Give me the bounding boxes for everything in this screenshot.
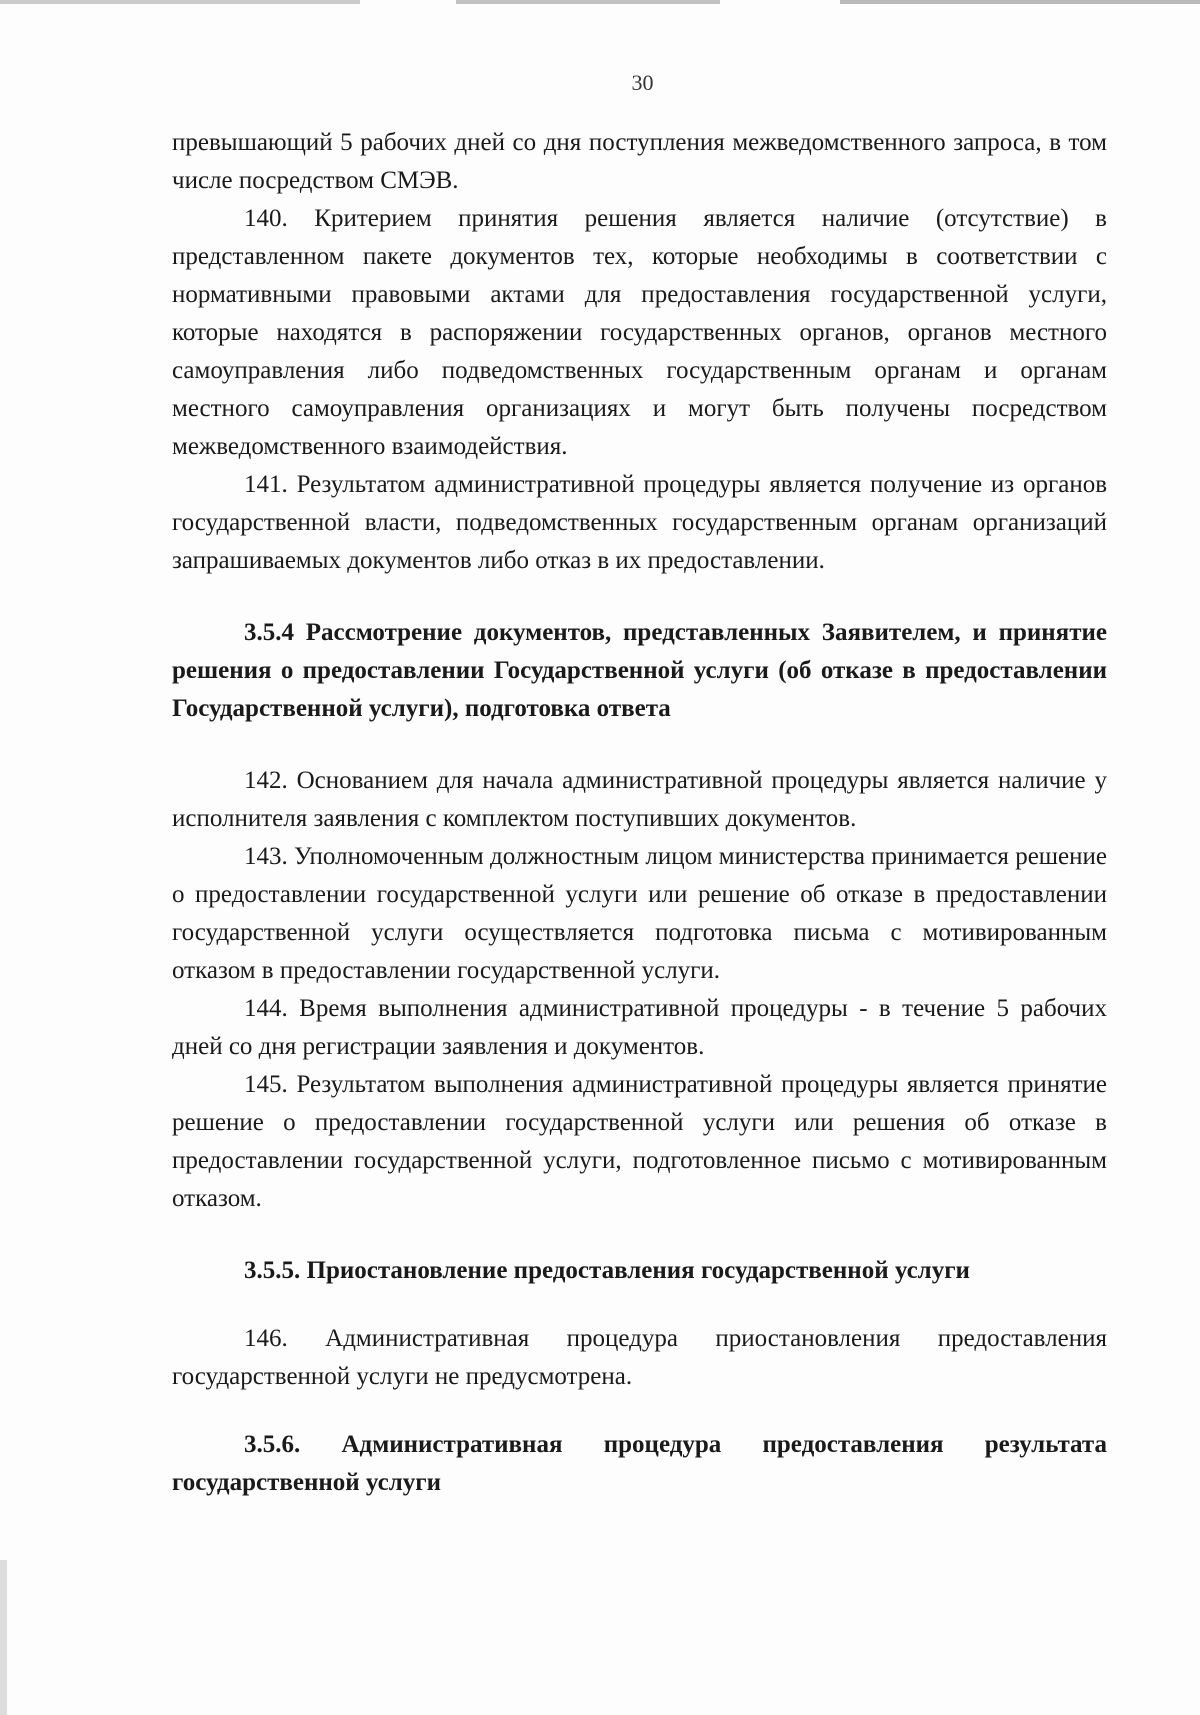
spacer <box>172 1218 1107 1252</box>
paragraph-142: 142. Основанием для начала административной процедуры является наличие у исполнителя заявления с комплектом поступивших документов. <box>172 767 1107 832</box>
paragraph-continuation: превышающий 5 рабочих дней со дня поступления межведомственного запроса, в том числе посредством СМЭВ. <box>172 129 1107 194</box>
spacer <box>172 728 1107 762</box>
section-heading-3-5-4: 3.5.4 Рассмотрение документов, представленных Заявителем, и принятие решения о предоставлении Государственной услуги (об отказе в предоставлении Государственной услуги), подготовка ответа <box>172 619 1107 722</box>
paragraph-140: 140. Критерием принятия решения является наличие (отсутствие) в представленном пакете документов тех, которые необходимы в соответствии с нормативными правовыми актами для предоставления государственной услуги, которые находятся в распоряжении государственных органов, органов местного самоуправления либо подведомственных государственным органам и органам местного самоуправления организациях и могут быть получены посредством межведомственного взаимодействия. <box>172 205 1107 460</box>
spacer <box>172 1290 1107 1320</box>
scan-edge-left <box>0 1560 7 1715</box>
page-number: 30 <box>631 70 654 95</box>
section-heading-3-5-5: 3.5.5. Приостановление предоставления государственной услуги <box>244 1257 970 1284</box>
paragraph-144: 144. Время выполнения административной процедуры - в течение 5 рабочих дней со дня регистрации заявления и документов. <box>172 995 1107 1060</box>
spacer <box>172 1396 1107 1426</box>
paragraph-143: 143. Уполномоченным должностным лицом министерства принимается решение о предоставлении государственной услуги или решение об отказе в предоставлении государственной услуги осуществляется подготовка письма с мотивированным отказом в предоставлении государственной услуги. <box>172 843 1107 984</box>
paragraph-141: 141. Результатом административной процедуры является получение из органов государственной власти, подведомственных государственным органам организаций запрашиваемых документов либо отказ в их предоставлении. <box>172 471 1107 574</box>
spacer <box>172 580 1107 614</box>
section-heading-3-5-6: 3.5.6. Административная процедура предоставления результата государственной услуги <box>172 1431 1107 1496</box>
paragraph-145: 145. Результатом выполнения административной процедуры является принятие решение о предоставлении государственной услуги или решения об отказе в предоставлении государственной услуги, подготовленное письмо с мотивированным отказом. <box>172 1071 1107 1212</box>
scan-edge-top <box>0 0 1200 4</box>
document-body <box>172 124 1107 1502</box>
paragraph-146: 146. Административная процедура приостановления предоставления государственной услуги не предусмотрена. <box>172 1325 1107 1390</box>
